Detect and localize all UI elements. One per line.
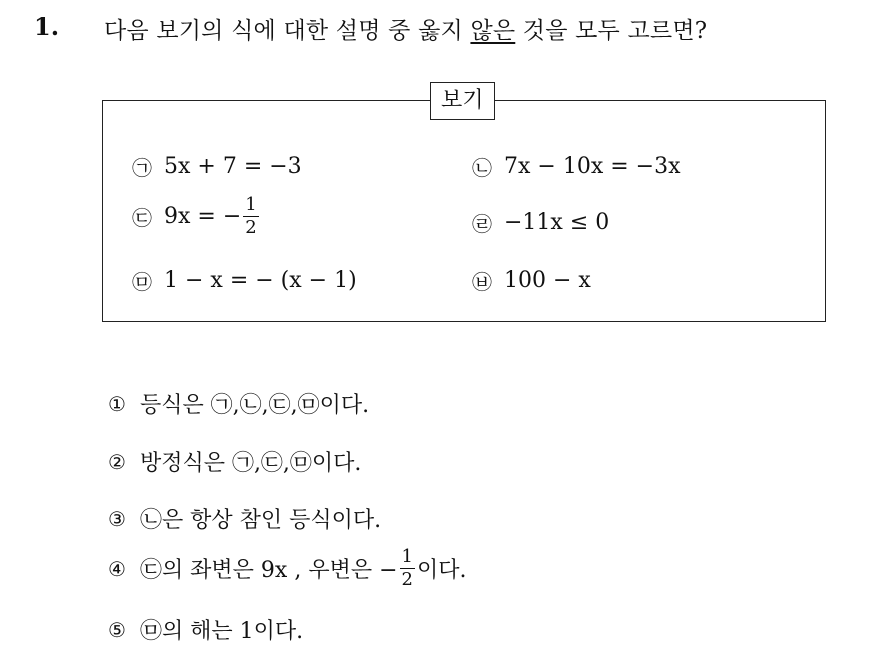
question-text-underlined: 않은 <box>470 18 516 44</box>
example-expression-prefix: 9x = − <box>164 204 242 229</box>
choice-text: 등식은 ㉠,㉡,㉢,㉤이다. <box>139 393 370 418</box>
example-marker: ㉠ <box>132 156 152 180</box>
fraction-numerator: 1 <box>401 546 413 567</box>
choice-text-after: 이다. <box>416 558 467 583</box>
example-marker: ㉥ <box>472 270 492 294</box>
example-item-1 <box>132 152 302 181</box>
question-number: 1. <box>34 12 60 41</box>
example-expression: 7x − 10x = −3x <box>504 154 681 179</box>
example-expression: 100 − x <box>504 268 591 293</box>
choice-marker: ① <box>108 391 126 416</box>
example-item-2 <box>472 152 680 181</box>
fraction <box>400 548 415 589</box>
fraction-denominator: 2 <box>245 217 257 238</box>
example-marker: ㉤ <box>132 270 152 294</box>
choice-1[interactable] <box>108 388 369 419</box>
choice-text: ㉤의 해는 1이다. <box>139 619 304 644</box>
choice-2[interactable] <box>108 446 361 477</box>
example-item-6 <box>472 266 591 295</box>
example-item-5 <box>132 266 357 295</box>
choice-marker: ⑤ <box>108 617 126 642</box>
fraction-denominator: 2 <box>401 569 413 590</box>
example-item-4 <box>472 208 609 237</box>
choice-4[interactable] <box>108 548 466 589</box>
question-text-after: 것을 모두 고르면? <box>515 18 708 44</box>
example-marker: ㉢ <box>132 206 152 230</box>
example-item-3 <box>132 196 261 237</box>
example-expression: −11x ≤ 0 <box>504 210 610 235</box>
choice-marker: ③ <box>108 506 126 531</box>
example-expression: 1 − x = − (x − 1) <box>164 268 357 293</box>
choice-text-before: ㉢의 좌변은 9x , 우변은 − <box>139 558 398 583</box>
question-text <box>104 12 707 45</box>
fraction-numerator: 1 <box>245 194 257 215</box>
fraction <box>243 196 258 237</box>
example-expression: 5x + 7 = −3 <box>164 154 302 179</box>
choice-marker: ② <box>108 449 126 474</box>
example-marker: ㉡ <box>472 156 492 180</box>
example-marker: ㉣ <box>472 212 492 236</box>
choice-text: ㉡은 항상 참인 등식이다. <box>139 508 382 533</box>
choice-marker: ④ <box>108 556 126 581</box>
choice-5[interactable] <box>108 614 303 645</box>
choice-3[interactable] <box>108 503 381 534</box>
choice-text: 방정식은 ㉠,㉢,㉤이다. <box>139 451 362 476</box>
example-box-title: 보기 <box>430 82 495 120</box>
question-text-before: 다음 보기의 식에 대한 설명 중 옳지 <box>104 18 471 44</box>
